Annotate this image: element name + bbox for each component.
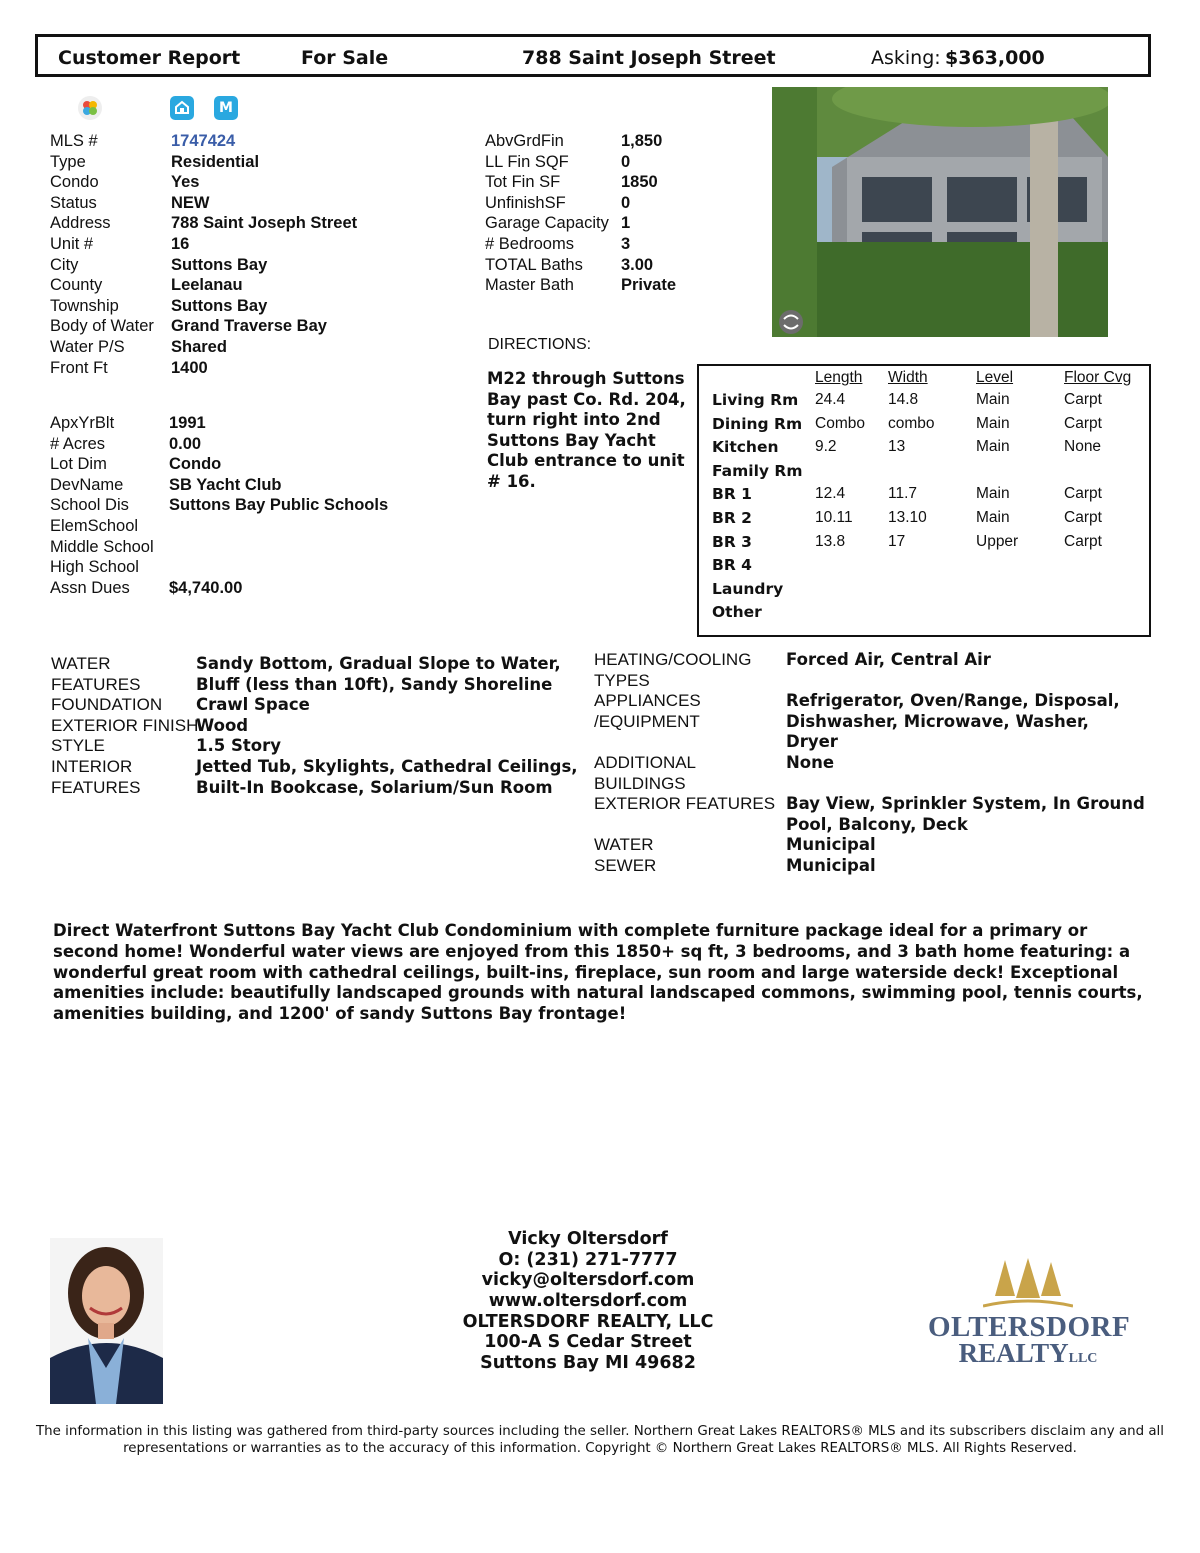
field-value: Private (621, 276, 677, 295)
room-floor-cell: Carpt (1064, 391, 1102, 408)
field-value: 1850 (621, 173, 658, 192)
field-row (50, 152, 357, 173)
field-row (485, 255, 676, 276)
logo-line-2: REALTYLLC (958, 1338, 1098, 1368)
room-name: Living Rm (712, 391, 799, 409)
pine-trees-icon (983, 1258, 1073, 1313)
field-value: Leelanau (171, 276, 243, 295)
feature-label: INTERIOR (51, 757, 133, 776)
field-row (485, 193, 676, 214)
field-value: Shared (171, 337, 227, 356)
room-level-cell: Main (976, 485, 1010, 503)
agent-city: Suttons Bay MI 49682 (480, 1353, 696, 1374)
field-row (50, 454, 388, 475)
room-name: Kitchen (712, 438, 779, 457)
field-value: Suttons Bay Public Schools (169, 496, 389, 515)
feature-value: Bluff (less than 10ft), Sandy Shoreline (196, 674, 553, 694)
additional-buildings-label: ADDITIONAL BUILDINGS (594, 753, 697, 793)
field-label: Body of Water (50, 317, 154, 336)
agent-email[interactable]: vicky@oltersdorf.com (481, 1270, 695, 1291)
room-column-header: Length (815, 369, 863, 386)
room-width-cell: 13.10 (888, 509, 927, 526)
sewer-value: Municipal (786, 856, 876, 875)
field-value: 3.00 (621, 255, 654, 274)
room-level-cell: Main (976, 438, 1010, 456)
field-label: Middle School (50, 537, 154, 556)
field-label: Garage Capacity (485, 214, 609, 233)
field-value: Suttons Bay (171, 296, 268, 315)
feature-label: WATER (51, 654, 111, 673)
exterior-features-value: Bay View, Sprinkler System, In Ground Pool, Balcony, Deck (786, 794, 1145, 834)
field-row (50, 234, 357, 255)
directions-text (487, 369, 686, 493)
colorful-dots-icon[interactable] (78, 96, 102, 120)
field-label: UnfinishSF (485, 193, 566, 212)
field-label: Address (50, 214, 111, 233)
field-row (485, 172, 676, 193)
room-floor-cell: None (1064, 438, 1102, 456)
room-name: Other (712, 603, 762, 622)
field-value: NEW (171, 193, 210, 212)
feature-value: Crawl Space (196, 695, 310, 715)
field-label: Unit # (50, 234, 94, 253)
field-value: Condo (169, 455, 222, 474)
property-description: Direct Waterfront Suttons Bay Yacht Club Condominium with complete furniture package ideal for a primary or second home! Wonderful water views are enjoyed from this 1850+ sq ft, 3 bedrooms, and 3 bath home featuring: a wonderful great room with cathedral ceilings, built-ins, fireplace, sun room and large waterside deck! Exceptional amenities include: beautifully landscaped grounds with natural landscaped commons, swimming pool, tennis courts, amenities building, and 1200' of sandy Suttons Bay frontage! (53, 921, 1143, 1024)
field-value: Yes (171, 173, 200, 192)
field-row (50, 296, 357, 317)
field-label: Assn Dues (50, 578, 130, 597)
logo-line-1: OLTERSDORF (928, 1311, 1131, 1343)
field-label: Master Bath (485, 276, 574, 295)
sewer-label: SEWER (594, 856, 657, 875)
field-row (50, 316, 357, 337)
field-row (485, 152, 676, 173)
field-row (50, 578, 388, 599)
field-row (50, 193, 357, 214)
company-logo (928, 1258, 1131, 1368)
field-label: MLS # (50, 132, 98, 150)
field-value: 1400 (171, 358, 208, 377)
feature-label: EXTERIOR FINISH (51, 715, 199, 735)
asking-label: Asking: (871, 47, 941, 69)
field-value: Residential (171, 152, 260, 171)
room-width-cell: 14.8 (888, 391, 919, 408)
asking-price: $363,000 (945, 47, 1045, 69)
field-value: SB Yacht Club (169, 475, 282, 494)
sale-status: For Sale (301, 47, 389, 69)
room-name: BR 3 (712, 532, 752, 551)
field-label: School Dis (50, 496, 129, 515)
room-floor-cell: Carpt (1064, 414, 1102, 432)
room-name: Laundry (712, 579, 784, 598)
room-width-cell: 13 (888, 438, 906, 456)
header-address: 788 Saint Joseph Street (522, 47, 776, 69)
field-row (50, 213, 357, 234)
additional-buildings-value: None (786, 753, 835, 772)
field-label: County (50, 276, 103, 295)
room-length-cell: 12.4 (815, 485, 846, 503)
room-width-cell: 11.7 (888, 485, 918, 503)
field-value: 1991 (169, 414, 206, 432)
field-row (50, 358, 357, 379)
room-length-cell: 10.11 (815, 509, 853, 526)
room-name: BR 1 (712, 485, 752, 504)
field-row (485, 131, 676, 152)
listing-details-primary (50, 131, 357, 378)
field-value: 1 (621, 214, 631, 233)
field-label: Front Ft (50, 358, 108, 377)
room-length-cell: 13.8 (815, 532, 846, 550)
field-row (485, 234, 676, 255)
room-level-cell: Upper (976, 532, 1019, 550)
directions-line: turn right into 2nd (487, 410, 661, 430)
agent-company: OLTERSDORF REALTY, LLC (462, 1311, 714, 1332)
field-row (50, 255, 357, 276)
field-row (50, 475, 388, 496)
field-value: 0.00 (169, 434, 202, 453)
room-width-cell: combo (888, 414, 935, 432)
room-level-cell: Main (976, 414, 1010, 432)
report-type: Customer Report (58, 47, 241, 69)
field-label: Water P/S (50, 337, 125, 356)
water-value: Municipal (786, 835, 876, 854)
field-label: ApxYrBlt (50, 414, 115, 432)
agent-street: 100-A S Cedar Street (484, 1332, 692, 1353)
field-label: DevName (50, 475, 124, 494)
room-length-cell: Combo (815, 414, 865, 432)
room-level-cell: Main (976, 509, 1010, 526)
feature-value: Wood (196, 715, 249, 735)
field-row (485, 275, 676, 296)
listing-details-size (485, 131, 676, 296)
agent-photo (50, 1238, 163, 1404)
property-photo[interactable] (772, 87, 1108, 337)
field-label: AbvGrdFin (485, 132, 564, 150)
field-value: 0 (621, 193, 631, 212)
field-row (50, 172, 357, 193)
m-letter-icon[interactable]: M (214, 96, 238, 120)
heating-label: HEATING/COOLING TYPES (594, 650, 752, 690)
agent-contact-block (388, 1229, 788, 1374)
feature-label: FEATURES (51, 674, 141, 694)
feature-label: FEATURES (51, 777, 141, 797)
field-row (50, 275, 357, 296)
field-value: Suttons Bay (171, 255, 268, 274)
field-row (50, 337, 357, 358)
field-label: TOTAL Baths (485, 255, 583, 274)
field-value: Grand Traverse Bay (171, 317, 327, 336)
field-value: 1,850 (621, 132, 663, 150)
field-row (50, 495, 388, 516)
feature-label: STYLE (51, 736, 105, 756)
field-label: Township (50, 296, 119, 315)
directions-line: Suttons Bay Yacht (487, 430, 656, 450)
room-width-cell: 17 (888, 532, 906, 550)
report-header (35, 34, 1151, 77)
room-floor-cell: Carpt (1064, 532, 1102, 550)
directions-line: Club entrance to unit (487, 451, 685, 471)
field-value: 788 Saint Joseph Street (171, 214, 358, 233)
agent-phone[interactable]: O: (231) 271-7777 (498, 1249, 678, 1270)
field-row (50, 537, 388, 558)
field-label: # Bedrooms (485, 234, 574, 253)
listing-details-secondary (50, 413, 388, 598)
field-label: ElemSchool (50, 516, 139, 535)
directions-line: M22 through Suttons (487, 369, 685, 388)
mls-number-link[interactable]: 1747424 (171, 132, 236, 150)
field-row (50, 557, 388, 578)
field-value: $4,740.00 (169, 578, 243, 597)
directions-line: # 16. (487, 471, 536, 491)
exterior-features-label: EXTERIOR FEATURES (594, 794, 776, 813)
feature-value: Sandy Bottom, Gradual Slope to Water, (196, 654, 561, 673)
field-label: Condo (50, 173, 99, 192)
room-level-cell: Main (976, 391, 1010, 408)
room-floor-cell: Carpt (1064, 485, 1102, 503)
field-label: Type (50, 152, 86, 171)
appliances-label: APPLIANCES /EQUIPMENT (594, 691, 701, 731)
field-label: Status (50, 193, 97, 212)
room-length-cell: 9.2 (815, 438, 837, 456)
water-label: WATER (594, 835, 654, 854)
room-column-header: Width (888, 369, 928, 386)
room-name: BR 2 (712, 509, 752, 527)
field-label: High School (50, 558, 139, 577)
field-value: 16 (171, 234, 190, 253)
field-row (50, 516, 388, 537)
field-row (50, 434, 388, 455)
field-label: LL Fin SQF (485, 152, 569, 171)
field-label: Lot Dim (50, 455, 107, 474)
room-length-cell: 24.4 (815, 391, 846, 408)
room-name: BR 4 (712, 556, 752, 575)
room-name: Family Rm (712, 461, 803, 480)
field-value: 3 (621, 234, 631, 253)
feature-value: Built-In Bookcase, Solarium/Sun Room (196, 777, 553, 797)
field-row (50, 131, 357, 152)
map-house-icon[interactable] (170, 96, 194, 120)
field-label: Tot Fin SF (485, 173, 561, 192)
room-column-header: Level (976, 369, 1014, 386)
room-dimensions-table (697, 364, 1151, 637)
room-column-header: Floor Cvg (1064, 369, 1132, 386)
field-row (485, 213, 676, 234)
field-label: # Acres (50, 434, 106, 453)
disclaimer: The information in this listing was gathered from third-party sources including the seller. Northern Great Lakes REALTORS® MLS and its subscribers disclaim any and all representations or warranties as to the accuracy of this information. Copyright © Northern Great Lakes REALTORS® MLS. All Rights Reserved. (35, 1424, 1164, 1456)
feature-value: 1.5 Story (196, 736, 281, 756)
agent-name: Vicky Oltersdorf (508, 1229, 668, 1249)
room-floor-cell: Carpt (1064, 509, 1102, 526)
feature-label: FOUNDATION (51, 695, 163, 715)
directions-line: Bay past Co. Rd. 204, (487, 389, 686, 409)
room-name: Dining Rm (712, 414, 803, 433)
field-value: 0 (621, 152, 631, 171)
field-label: City (50, 255, 79, 274)
field-row (50, 413, 388, 434)
directions-label: DIRECTIONS: (488, 336, 592, 353)
appliances-value: Refrigerator, Oven/Range, Disposal, Dishwasher, Microwave, Washer, Dryer (786, 691, 1120, 752)
heating-value: Forced Air, Central Air (786, 650, 991, 669)
feature-value: Jetted Tub, Skylights, Cathedral Ceilings, (196, 757, 578, 776)
agent-website[interactable]: www.oltersdorf.com (488, 1291, 688, 1312)
